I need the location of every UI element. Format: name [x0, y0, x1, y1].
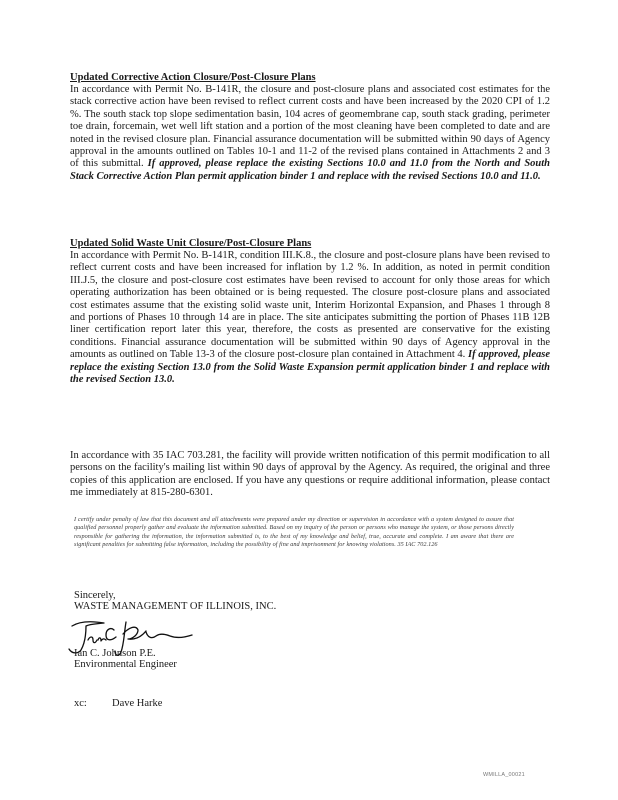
certification-statement: I certify under penalty of law that this document and all attachments were prepared under my direction or supervision in accordance with a system designed to assure that qualified personnel properly gather and evaluate the information submitted. Based on my inquiry of the person or persons who manage the system, or those persons directly responsible for gathering the information, the information submitted is, to the best of my knowledge and belief, true, accurate and complete. I am aware that there are significant penalties for submitting false information, including the possibility of fine and imprisonment for knowing violations. 35 IAC 702.126	[74, 516, 514, 549]
signer-title: Environmental Engineer	[74, 659, 177, 670]
signer-name: Ian C. Johnson P.E.	[74, 648, 156, 659]
replacement-instruction: If approved, please replace the existing Sections 10.0 and 11.0 from the North and South Stack Corrective Action Plan permit application binder 1 and replace with the revised Sections 10.0 and 11.0.	[70, 158, 551, 182]
section-heading-corrective-action: Updated Corrective Action Closure/Post-Closure Plans	[70, 72, 316, 83]
section-heading-solid-waste: Updated Solid Waste Unit Closure/Post-Closure Plans	[70, 238, 312, 249]
cc-label: xc:	[74, 698, 87, 709]
paragraph-text: In accordance with Permit No. B-141R, the closure and post-closure plans and associated cost estimates for the stack corrective action have been revised to reflect current costs and have been increased by the 2020 CPI of 1.2 %. The south stack top slope sedimentation basin, 104 acres of geomembrane cap, south stack grading, perimeter toe drain, forcemain, wet well lift station and a portion of the most cleaning have been completed to date and are noted in the revised closure plan. Financial assurance documentation will be submitted within 90 days of Agency approval in the amounts outlined on Tables 10-1 and 11-2 of the revised plans contained in Attachments 2 and 3 of this submittal.	[70, 84, 550, 170]
cc-recipient: Dave Harke	[112, 698, 163, 709]
bates-stamp: WMILLA_00021	[483, 772, 525, 778]
section-paragraph-solid-waste	[70, 250, 550, 386]
notification-paragraph: In accordance with 35 IAC 703.281, the facility will provide written notification of this permit modification to all persons on the facility's mailing list within 90 days of approval by the Agency. As required, the original and three copies of this application are enclosed. If you have any questions or require additional information, please contact me immediately at 815-280-6301.	[70, 450, 550, 499]
paragraph-text: In accordance with Permit No. B-141R, condition III.K.8., the closure and post-closure plans have been revised to reflect current costs and have been increased for inflation by 1.2 %. In addition, as noted in permit condition III.J.5, the closure and post-closure cost estimates have been revised to account for only those areas for which operating authorization has been obtained or is being requested. The closure post-closure plans and associated cost estimates assume that the existing solid waste unit, Interim Horizontal Expansion, and Phases 1 through 8 and portions of Phases 10 through 14 are in place. The site anticipates submitting the portion of Phases 11B 12B liner certification report later this year, therefore, the costs as presented are conservative for the existing conditions. Financial assurance documentation will be submitted within 90 days of Agency approval in the amounts as outlined on Table 13-3 of the closure post-closure plan contained in Attachment 4.	[70, 250, 550, 361]
section-paragraph-corrective-action	[70, 84, 550, 183]
closing-salutation: Sincerely,	[74, 590, 116, 601]
company-name: WASTE MANAGEMENT OF ILLINOIS, INC.	[74, 601, 277, 612]
replacement-instruction: If approved, please replace the existing Section 13.0 from the Solid Waste Expansion permit application binder 1 and replace with the revised Section 13.0.	[70, 349, 550, 386]
